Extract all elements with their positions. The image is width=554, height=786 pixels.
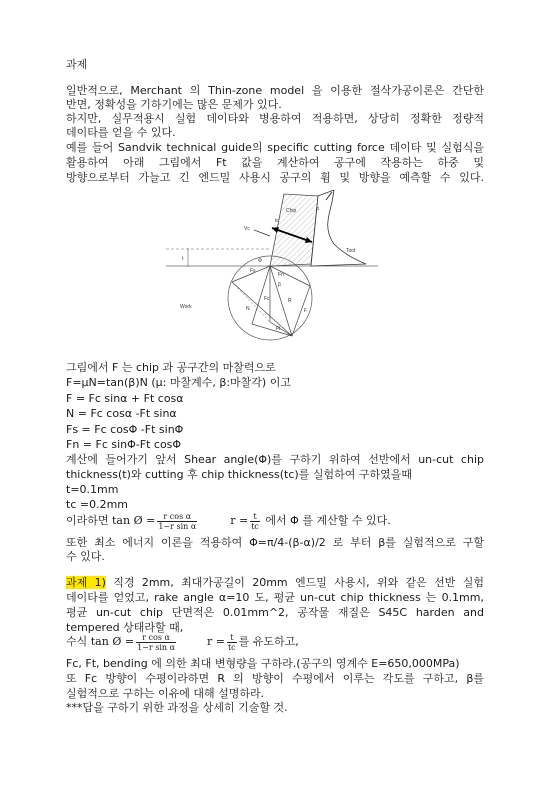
equation-1 [66,508,391,534]
body-line-3: F = Fc sinα + Ft cosα [66,392,184,405]
label-beta: β [278,282,281,288]
label-n: N [246,306,250,312]
equation-2 [66,629,299,655]
tail-line-1: Fc, Ft, bending 에 의한 최대 변형량을 구하라.(공구의 영계수 E=650,000MPa) [66,657,460,670]
label-chip: Chip [286,208,297,214]
eq1-den: 1−r sin α [158,521,197,531]
merchant-force-diagram [166,190,378,350]
eq2-prefix: 수식 [66,635,88,648]
label-work: Work [180,304,192,310]
body-line-9: t=0.1mm [66,483,119,496]
body-line-2: F=μN=tan(β)N (μ: 마찰계수, β:마찰각) 이고 [66,376,291,389]
label-vc: Vc [244,226,250,232]
task-line-1-text: 직경 2mm, 최대가공길이 20mm 엔드밀 사용시, 위와 같은 선반 실험 [105,576,484,589]
label-tool: Tool [346,248,356,254]
task-label-highlight: 과제 1) [66,576,106,589]
eq1-rden: tc [251,521,259,531]
body2-line-2: 수 있다. [66,550,105,563]
task-line-1 [66,576,484,589]
eq2-num: r cos α [136,633,176,643]
eq1-r-fraction [250,512,260,531]
label-r: R [288,298,292,304]
eq2-suffix: 를 유도하고, [238,635,299,648]
task-line-3: 평균 un-cut chip 단면적은 0.01mm^2, 공작물 재질은 S45C harden and [66,606,484,619]
task-line-4: tempered 상태라할 때, [66,621,184,634]
body-line-7: 계산에 들어가기 앞서 Shear angle(Φ)를 구하기 위하여 선반에서 un-cut chip [66,453,484,466]
eq2-fraction [136,633,176,652]
eq1-suffix: 에서 Φ 를 계산할 수 있다. [265,514,391,527]
label-fc: Fc [264,296,270,302]
eq2-r: r = [206,635,225,648]
body-line-1: 그림에서 F 는 chip 과 공구간의 마찰력으로 [66,361,276,374]
eq1-r: r = [230,514,249,527]
label-fs: Fs [250,268,256,274]
tail-line-3: 실험적으로 구하는 이유에 대해 설명하라. [66,687,265,700]
intro-line-1: 일반적으로, Merchant 의 Thin-zone model 을 이용한 절삭가공이론은 간단한 [66,84,484,97]
intro-line-2: 반면, 정확성을 기하기에는 많은 문제가 있다. [66,98,282,111]
label-ft: Ft [276,326,281,332]
eq1-tan: tan Ø = [112,514,156,527]
task-line-2: 데이타를 얻었고, rake angle α=10 도, 평균 un-cut chip thickness 는 0.1mm, [66,591,484,604]
doc-title: 과제 [66,58,88,71]
intro-line-7: 방향으로부터 가늘고 긴 엔드밀 사용시 공구의 휨 및 방향을 예측할 수 있다. [66,171,484,184]
intro-line-6: 활용하여 아래 그림에서 Ft 값을 계산하여 공구에 작용하는 하중 및 [66,156,484,169]
label-f: F [304,308,308,314]
body-line-10: tc =0.2mm [66,498,128,511]
eq2-tan: tan Ø = [90,635,135,648]
eq2-r-fraction [227,633,237,652]
label-t: t [182,256,184,262]
eq1-rnum: t [250,512,260,522]
eq2-den: 1−r sin α [137,642,175,652]
label-fn: Fn [278,272,284,278]
eq2-rden: tc [227,642,236,652]
label-phi: Φ [258,258,262,264]
body-line-6: Fn = Fc sinΦ-Ft cosΦ [66,438,182,451]
tail-line-2: 또 Fc 방향이 수평이라하면 R 의 방향이 수평에서 이루는 각도를 구하고, β를 [66,672,484,685]
intro-line-4: 데이타를 얻을 수 있다. [66,126,176,139]
tail-line-4: ***답을 구하기 위한 과정을 상세히 기술할 것. [66,701,288,714]
body2-line-1: 또한 최소 에너지 이론을 적용하여 Φ=π/4-(β-α)/2 로 부터 β를 실험적으로 구할 [66,536,484,549]
eq1-prefix: 이라하면 [66,514,109,527]
body-line-4: N = Fc cosα -Ft sinα [66,407,177,420]
label-alpha: α [316,206,319,212]
eq2-rnum: t [227,633,237,643]
intro-line-5: 예를 들어 Sandvik technical guide의 specific cutting force 데이타 및 실험식을 [66,141,484,154]
eq1-num: r cos α [157,512,197,522]
body-line-5: Fs = Fc cosΦ -Ft sinΦ [66,423,184,436]
eq1-fraction [157,512,197,531]
intro-line-3: 하지만, 실무적용시 실험 데이타와 병용하여 적용하면, 상당히 정확한 정량적 [66,112,484,125]
label-tc: tc [275,218,279,224]
body-line-8: thickness(t)와 cutting 후 chip thickness(tc)를 실험하여 구하였을때 [66,468,412,481]
